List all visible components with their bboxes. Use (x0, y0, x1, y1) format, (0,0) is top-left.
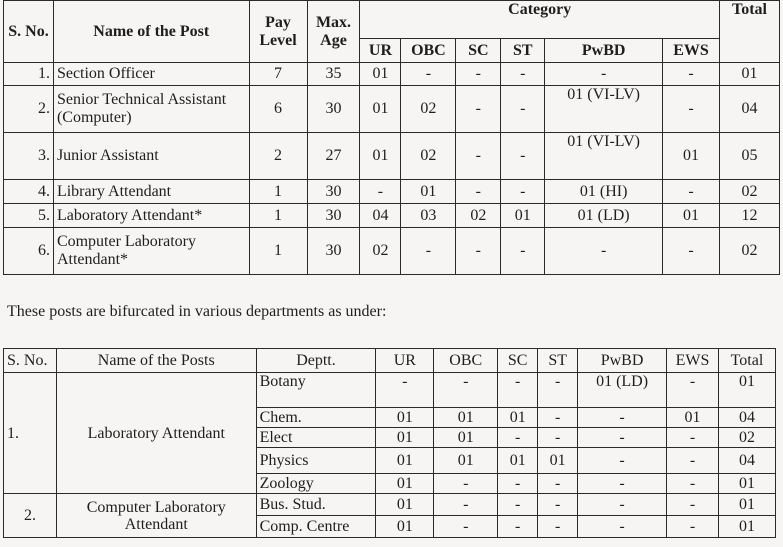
cell-ews: - (663, 86, 720, 133)
cell-total: 04 (718, 408, 775, 428)
cell-obc: 01 (434, 428, 498, 448)
cell-total: 02 (719, 228, 779, 275)
header-category: Category (360, 1, 720, 39)
cell-dept: Elect (256, 428, 376, 448)
cell-sno: 2. (4, 86, 54, 133)
cell-obc: - (401, 63, 456, 86)
cell-obc: 01 (401, 180, 456, 204)
cell-total: 01 (718, 474, 775, 494)
cell-st: - (538, 428, 578, 448)
cell-sc: - (456, 228, 501, 275)
header-max-age: Max. Age (307, 1, 360, 63)
cell-st: - (538, 494, 578, 516)
table-row (4, 494, 776, 516)
cell-st: - (501, 133, 545, 180)
cell-ur: 01 (376, 494, 434, 516)
cell-age: 30 (307, 86, 360, 133)
cell-ur: 01 (376, 516, 434, 538)
table-row (4, 86, 780, 133)
cell-sno: 4. (4, 180, 54, 204)
table-row (4, 373, 776, 408)
header-st: ST (538, 349, 578, 373)
cell-post-name: Laboratory Attendant* (53, 204, 249, 228)
cell-dept: Bus. Stud. (256, 494, 376, 516)
cell-ur: 01 (360, 63, 401, 86)
header-deptt: Deptt. (256, 349, 376, 373)
cell-age: 27 (307, 133, 360, 180)
header-pwbd: PwBD (545, 39, 663, 63)
cell-pwbd: - (578, 474, 667, 494)
cell-pay: 1 (249, 228, 307, 275)
cell-ews: 01 (667, 408, 719, 428)
cell-total: 01 (719, 63, 779, 86)
header-sno: S. No. (4, 1, 54, 63)
cell-ur: 02 (360, 228, 401, 275)
cell-post-name: Computer Laboratory Attendant* (53, 228, 249, 275)
cell-st: - (538, 373, 578, 408)
cell-sc: 01 (498, 408, 538, 428)
posts-table (3, 0, 780, 275)
cell-sc: - (456, 86, 501, 133)
header-sc: SC (498, 349, 538, 373)
cell-sno: 1. (4, 63, 54, 86)
cell-sc: 02 (456, 204, 501, 228)
cell-st: - (501, 228, 545, 275)
cell-obc: 03 (401, 204, 456, 228)
cell-total: 01 (718, 494, 775, 516)
cell-ur: 04 (360, 204, 401, 228)
cell-dept: Chem. (256, 408, 376, 428)
cell-total: 05 (719, 133, 779, 180)
table-row (4, 180, 780, 204)
cell-post-name: Junior Assistant (53, 133, 249, 180)
cell-ur: - (376, 373, 434, 408)
header-ews: EWS (667, 349, 719, 373)
group-sno: 2. (4, 494, 57, 538)
cell-st: - (501, 86, 545, 133)
cell-obc: - (434, 373, 498, 408)
cell-ews: - (663, 180, 720, 204)
cell-obc: 02 (401, 133, 456, 180)
header-total: Total (719, 1, 779, 63)
cell-pwbd: - (578, 448, 667, 474)
cell-obc: - (401, 228, 456, 275)
cell-pay: 2 (249, 133, 307, 180)
cell-total: 04 (719, 86, 779, 133)
header-pwbd: PwBD (578, 349, 667, 373)
header-st: ST (501, 39, 545, 63)
cell-pwbd: - (578, 408, 667, 428)
group-post-name: Laboratory Attendant (56, 373, 256, 494)
cell-post-name: Library Attendant (53, 180, 249, 204)
cell-sc: - (498, 516, 538, 538)
cell-ews: - (667, 474, 719, 494)
cell-ews: - (667, 448, 719, 474)
header-sno: S. No. (4, 349, 57, 373)
cell-sc: - (498, 373, 538, 408)
cell-obc: 01 (434, 448, 498, 474)
cell-age: 30 (307, 228, 360, 275)
cell-ur: 01 (360, 86, 401, 133)
cell-obc: 01 (434, 408, 498, 428)
cell-pwbd: 01 (VI-LV) (545, 133, 663, 180)
cell-ews: - (667, 428, 719, 448)
cell-total: 04 (718, 448, 775, 474)
cell-total: 02 (719, 180, 779, 204)
cell-ur: 01 (376, 448, 434, 474)
header-posts: Name of the Posts (56, 349, 256, 373)
cell-sc: - (456, 63, 501, 86)
cell-ews: - (667, 373, 719, 408)
header-name: Name of the Post (53, 1, 249, 63)
cell-obc: - (434, 474, 498, 494)
cell-ews: 01 (663, 204, 720, 228)
cell-st: - (501, 63, 545, 86)
cell-pay: 1 (249, 204, 307, 228)
cell-ews: - (667, 494, 719, 516)
table-row (4, 63, 780, 86)
cell-sno: 5. (4, 204, 54, 228)
cell-sc: - (456, 180, 501, 204)
cell-sc: - (456, 133, 501, 180)
cell-pwbd: - (545, 63, 663, 86)
cell-dept: Botany (256, 373, 376, 408)
bifurcation-note: These posts are bifurcated in various departments as under: (7, 303, 387, 320)
cell-pay: 6 (249, 86, 307, 133)
cell-ews: - (663, 228, 720, 275)
header-ews: EWS (663, 39, 720, 63)
cell-pwbd: 01 (VI-LV) (545, 86, 663, 133)
cell-st: - (501, 180, 545, 204)
cell-sc: - (498, 474, 538, 494)
header-ur: UR (360, 39, 401, 63)
header-ur: UR (376, 349, 434, 373)
cell-pwbd: 01 (LD) (578, 373, 667, 408)
department-table (3, 348, 776, 538)
cell-total: 01 (718, 373, 775, 408)
cell-pwbd: - (578, 428, 667, 448)
cell-ur: 01 (360, 133, 401, 180)
cell-st: - (538, 408, 578, 428)
cell-pay: 1 (249, 180, 307, 204)
cell-ur: 01 (376, 428, 434, 448)
cell-post-name: Senior Technical Assistant (Computer) (53, 86, 249, 133)
cell-ur: 01 (376, 408, 434, 428)
group-post-name: Computer Laboratory Attendant (56, 494, 256, 538)
cell-pwbd: 01 (HI) (545, 180, 663, 204)
header-sc: SC (456, 39, 501, 63)
cell-sno: 6. (4, 228, 54, 275)
cell-pay: 7 (249, 63, 307, 86)
cell-dept: Zoology (256, 474, 376, 494)
cell-ur: - (360, 180, 401, 204)
cell-total: 02 (718, 428, 775, 448)
cell-ews: - (667, 516, 719, 538)
header-obc: OBC (401, 39, 456, 63)
cell-ews: 01 (663, 133, 720, 180)
cell-obc: - (434, 494, 498, 516)
cell-obc: - (434, 516, 498, 538)
cell-sc: - (498, 428, 538, 448)
cell-ur: 01 (376, 474, 434, 494)
cell-pwbd: - (578, 516, 667, 538)
table-row (4, 133, 780, 180)
header-total: Total (718, 349, 775, 373)
cell-st: 01 (538, 448, 578, 474)
cell-pwbd: 01 (LD) (545, 204, 663, 228)
cell-sc: - (498, 494, 538, 516)
header-pay-level: Pay Level (249, 1, 307, 63)
cell-st: - (538, 474, 578, 494)
cell-age: 30 (307, 204, 360, 228)
table-row (4, 228, 780, 275)
cell-post-name: Section Officer (53, 63, 249, 86)
cell-sno: 3. (4, 133, 54, 180)
cell-st: - (538, 516, 578, 538)
table-row (4, 204, 780, 228)
cell-dept: Comp. Centre (256, 516, 376, 538)
cell-total: 12 (719, 204, 779, 228)
header-obc: OBC (434, 349, 498, 373)
cell-age: 30 (307, 180, 360, 204)
cell-dept: Physics (256, 448, 376, 474)
cell-obc: 02 (401, 86, 456, 133)
cell-ews: - (663, 63, 720, 86)
cell-pwbd: - (545, 228, 663, 275)
group-sno: 1. (4, 373, 57, 494)
cell-sc: 01 (498, 448, 538, 474)
cell-pwbd: - (578, 494, 667, 516)
cell-st: 01 (501, 204, 545, 228)
cell-age: 35 (307, 63, 360, 86)
cell-total: 01 (718, 516, 775, 538)
